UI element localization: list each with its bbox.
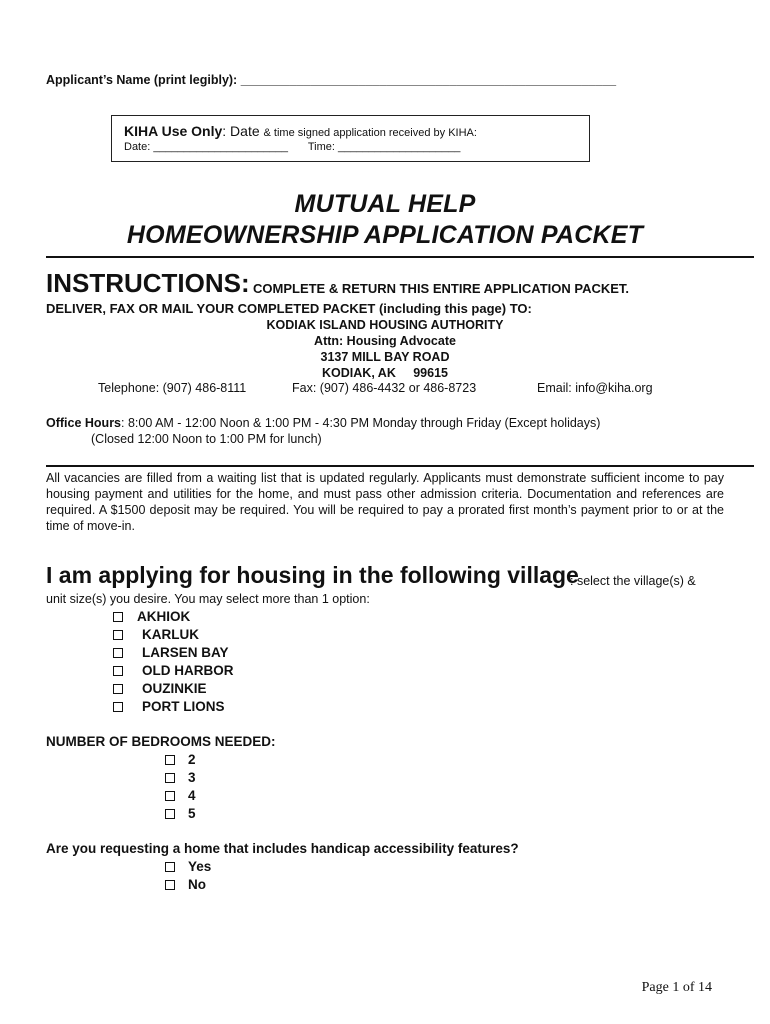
checkbox-icon[interactable] [113,666,123,676]
kiha-use-only-box [111,115,590,162]
vacancies-paragraph: All vacancies are filled from a waiting list that is updated regularly. Applicants must demonstrate sufficient income to pay housing payment and utilities for the home, and must pass other admission criteria. Documentation and references are required. A $1500 deposit may be required. You will be required to pay a prorated first month’s payment prior to or at the time of move-in. [46,471,724,533]
kiha-use-only-label: KIHA Use Only [124,123,223,139]
checkbox-icon[interactable] [113,648,123,658]
accessibility-question: Are you requesting a home that includes handicap accessibility features? [46,841,519,856]
email: Email: info@kiha.org [537,381,653,395]
checkbox-icon[interactable] [165,755,175,765]
page-number: Page 1 of 14 [641,980,712,995]
accessibility-label: Yes [188,859,212,874]
page-title-line2: HOMEOWNERSHIP APPLICATION PACKET [126,221,644,249]
instructions-heading: INSTRUCTIONS: [46,268,250,298]
title-divider [46,256,754,258]
village-option-port-lions[interactable] [113,699,225,714]
checkbox-icon[interactable] [165,773,175,783]
applicant-name-blank[interactable]: ______________________________________________________ [240,73,617,87]
kiha-signed-text: & time signed application received by KIHA: [263,127,477,139]
village-heading: I am applying for housing in the following village [46,562,579,588]
checkbox-icon[interactable] [165,862,175,872]
kiha-date-field: Date: ______________________ [124,141,288,153]
kiha-date-time-line [124,141,460,153]
village-option-akhiok[interactable] [113,609,190,624]
bedroom-option-5[interactable] [165,806,196,821]
village-option-ouzinkie[interactable] [113,681,207,696]
checkbox-icon[interactable] [113,630,123,640]
applicant-name-field[interactable] [46,73,616,87]
bedroom-label: 4 [188,788,196,803]
village-label: KARLUK [142,627,199,642]
kiha-date-word: : Date [222,123,264,139]
kiha-time-field: Time: ____________________ [307,141,461,153]
checkbox-icon[interactable] [165,880,175,890]
checkbox-icon[interactable] [165,791,175,801]
applicant-name-label: Applicant’s Name (print legibly): [46,73,241,87]
address-attn: Attn: Housing Advocate [314,334,456,348]
kiha-use-only-heading [124,123,477,139]
office-hours [46,416,600,430]
bedroom-label: 5 [188,806,196,821]
bedroom-option-2[interactable] [165,752,196,767]
bedroom-label: 3 [188,770,196,785]
checkbox-icon[interactable] [113,612,123,622]
hours-divider [46,465,754,467]
checkbox-icon[interactable] [113,684,123,694]
bedroom-label: 2 [188,752,196,767]
bedrooms-heading: NUMBER OF BEDROOMS NEEDED: [46,734,276,749]
page-title-line1: MUTUAL HELP [294,190,476,218]
village-option-larsen-bay[interactable] [113,645,229,660]
village-label: PORT LIONS [142,699,225,714]
accessibility-option-no[interactable] [165,877,206,892]
telephone: Telephone: (907) 486-8111 [98,381,247,395]
office-hours-text: : 8:00 AM - 12:00 Noon & 1:00 PM - 4:30 PM Monday through Friday (Except holidays) [121,416,601,430]
village-label: AKHIOK [137,609,191,624]
village-option-karluk[interactable] [113,627,199,642]
village-heading-suffix: : select the village(s) & [570,574,696,588]
lunch-closure: (Closed 12:00 Noon to 1:00 PM for lunch) [91,432,322,446]
deliver-instructions: DELIVER, FAX OR MAIL YOUR COMPLETED PACKET (including this page) TO: [46,301,532,316]
bedroom-option-3[interactable] [165,770,196,785]
address-org: KODIAK ISLAND HOUSING AUTHORITY [266,318,504,332]
fax: Fax: (907) 486-4432 or 486-8723 [292,381,477,395]
instructions-subheading: COMPLETE & RETURN THIS ENTIRE APPLICATION PACKET. [253,281,630,296]
village-subtext: unit size(s) you desire. You may select more than 1 option: [46,592,370,606]
office-hours-label: Office Hours [46,416,122,430]
address-street: 3137 MILL BAY ROAD [320,350,450,364]
village-label: LARSEN BAY [142,645,229,660]
village-label: OLD HARBOR [142,663,234,678]
address-city: KODIAK, AK 99615 [322,366,448,380]
bedroom-option-4[interactable] [165,788,196,803]
checkbox-icon[interactable] [165,809,175,819]
accessibility-label: No [188,877,206,892]
checkbox-icon[interactable] [113,702,123,712]
village-option-old-harbor[interactable] [113,663,234,678]
village-label: OUZINKIE [142,681,207,696]
accessibility-option-yes[interactable] [165,859,211,874]
